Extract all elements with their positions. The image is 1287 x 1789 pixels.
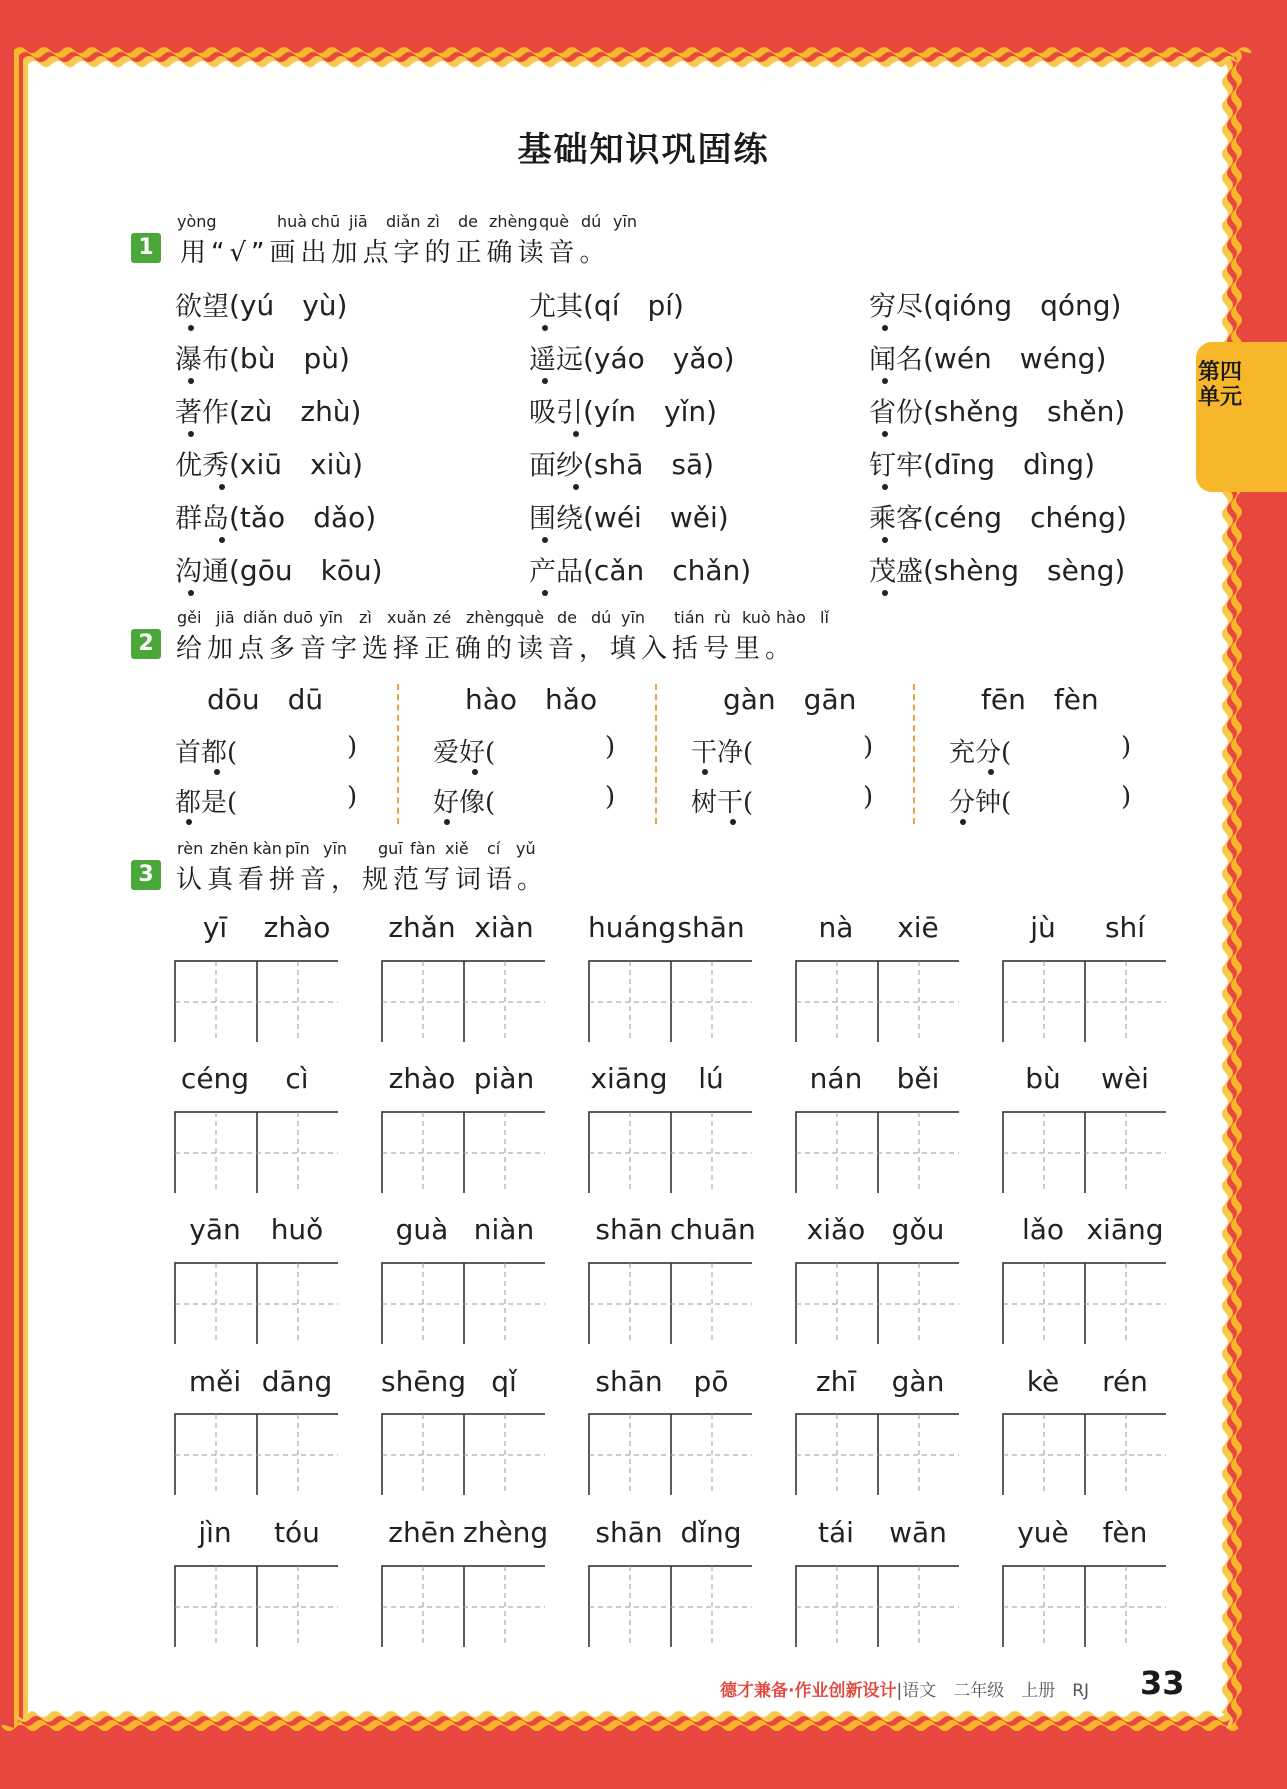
q3-pinyin: jù	[1030, 911, 1056, 944]
q3-pinyin: zhèng	[463, 1516, 549, 1549]
q1-options: (bù pù)	[229, 342, 350, 375]
q1-pinyin-syllable: diǎn	[386, 212, 421, 231]
q3-pinyin: zhǎn	[388, 911, 456, 944]
q2-pinyin-syllable: rù	[714, 608, 731, 627]
emphasis-dot	[573, 484, 579, 490]
q1-options: (dīng dìng)	[923, 448, 1095, 481]
q1-options: (wéi wěi)	[583, 501, 729, 534]
q3-pinyin: nà	[818, 911, 854, 944]
emphasis-dot	[219, 484, 225, 490]
q1-options: (zù zhù)	[229, 395, 362, 428]
q2-word: 好像(	[433, 788, 496, 818]
tianzige-box[interactable]	[1002, 1262, 1166, 1344]
q3-pinyin: gǒu	[891, 1213, 945, 1246]
q3-pinyin: wān	[889, 1516, 947, 1549]
q1-word: 闻名	[869, 344, 923, 376]
q3-pinyin: xiāng	[1086, 1213, 1164, 1246]
q1-options: (yú yù)	[229, 289, 348, 322]
emphasis-dot	[188, 590, 194, 596]
tianzige-box[interactable]	[1002, 1111, 1166, 1193]
unit-side-tab-label: 第四单元	[1197, 360, 1242, 410]
q1-word: 尤其	[529, 291, 583, 323]
q1-word: 乘客	[869, 503, 923, 535]
q2-pinyin-syllable: zhèng	[466, 608, 515, 627]
q2-close-paren: )	[605, 732, 616, 762]
emphasis-dot	[882, 590, 888, 596]
tianzige-box[interactable]	[381, 1413, 545, 1495]
q1-item	[529, 337, 735, 381]
emphasis-dot	[542, 537, 548, 543]
q3-pinyin: yān	[189, 1213, 241, 1246]
tianzige-box[interactable]	[174, 1565, 338, 1647]
q1-pinyin-syllable: jiā	[349, 212, 368, 231]
tianzige-box[interactable]	[381, 960, 545, 1042]
q3-pinyin: xiàn	[474, 911, 534, 944]
tianzige-box[interactable]	[588, 960, 752, 1042]
emphasis-dot	[542, 325, 548, 331]
emphasis-dot	[472, 769, 478, 775]
q3-pinyin-syllable: yīn	[323, 839, 348, 858]
q2-pinyin-syllable: xuǎn	[387, 608, 427, 627]
q3-pinyin: měi	[188, 1365, 242, 1398]
q3-pinyin: xiē	[897, 911, 939, 944]
q1-word: 沟通	[175, 556, 229, 588]
q2-pinyin-syllable: diǎn	[243, 608, 278, 627]
emphasis-dot	[882, 431, 888, 437]
q1-pinyin-syllable: zì	[427, 212, 440, 231]
q1-word: 省份	[869, 397, 923, 429]
q2-divider	[913, 684, 915, 824]
q2-close-paren: )	[347, 782, 358, 812]
emphasis-dot	[573, 431, 579, 437]
q1-item	[175, 390, 361, 434]
tianzige-box[interactable]	[588, 1262, 752, 1344]
emphasis-dot	[542, 378, 548, 384]
tianzige-box[interactable]	[588, 1111, 752, 1193]
tianzige-box[interactable]	[381, 1262, 545, 1344]
emphasis-dot	[882, 537, 888, 543]
q1-options: (cǎn chǎn)	[583, 554, 752, 587]
q2-word: 充分(	[949, 738, 1012, 768]
q1-options: (wén wéng)	[923, 342, 1107, 375]
q1-options: (shā sā)	[583, 448, 715, 481]
q3-pinyin: kè	[1026, 1365, 1060, 1398]
q2-close-paren: )	[347, 732, 358, 762]
q3-pinyin: zhào	[263, 911, 331, 944]
q2-pinyin-syllable: kuò	[742, 608, 771, 627]
q2-pinyin-syllable: tián	[674, 608, 705, 627]
q3-pinyin-syllable: zhēn	[210, 839, 249, 858]
q3-pinyin-syllable: cí	[487, 839, 501, 858]
page-title: 基础知识巩固练	[517, 130, 770, 170]
q3-pinyin: lǎo	[1021, 1213, 1065, 1246]
q1-pinyin-syllable: huà	[277, 212, 308, 231]
emphasis-dot	[186, 819, 192, 825]
q3-pinyin: dǐng	[680, 1516, 742, 1549]
q3-pinyin: nán	[809, 1062, 863, 1095]
q3-pinyin: zhī	[815, 1365, 857, 1398]
q1-word: 面纱	[529, 450, 583, 482]
emphasis-dot	[188, 325, 194, 331]
q3-pinyin: piàn	[473, 1062, 535, 1095]
q1-options: (yín yǐn)	[583, 395, 718, 428]
q3-pinyin: bù	[1025, 1062, 1061, 1095]
question-1-number: 1	[131, 233, 161, 263]
q3-pinyin: fèn	[1102, 1516, 1148, 1549]
q1-item	[869, 337, 1106, 381]
tianzige-box[interactable]	[174, 1262, 338, 1344]
tianzige-box[interactable]	[795, 1565, 959, 1647]
q3-pinyin: dāng	[261, 1365, 333, 1398]
tianzige-box[interactable]	[795, 1413, 959, 1495]
q3-pinyin-syllable: pīn	[285, 839, 310, 858]
q2-word: 都是(	[175, 788, 238, 818]
q1-options: (shèng sèng)	[923, 554, 1126, 587]
q1-word: 优秀	[175, 450, 229, 482]
question-3-number: 3	[131, 860, 161, 890]
emphasis-dot	[542, 590, 548, 596]
tianzige-box[interactable]	[381, 1565, 545, 1647]
q2-pinyin-syllable: duō	[283, 608, 314, 627]
q3-pinyin: xiǎo	[806, 1213, 866, 1246]
tianzige-box[interactable]	[1002, 1565, 1166, 1647]
q3-pinyin: jìn	[198, 1516, 232, 1549]
emphasis-dot	[882, 325, 888, 331]
q1-item	[869, 496, 1127, 540]
tianzige-box[interactable]	[174, 960, 338, 1042]
q2-word: 首都(	[175, 738, 238, 768]
q2-pinyin-syllable: zé	[433, 608, 452, 627]
q1-item	[529, 390, 717, 434]
q1-options: (xiū xiù)	[229, 448, 364, 481]
q2-options: hào hǎo	[465, 683, 598, 716]
q1-options: (gōu kōu)	[229, 554, 383, 587]
q3-pinyin: zhēn	[388, 1516, 456, 1549]
q1-item	[869, 443, 1095, 487]
q3-pinyin: guà	[395, 1213, 449, 1246]
q1-options: (shěng shěn)	[923, 395, 1126, 428]
q1-item	[175, 549, 383, 593]
q2-word: 干净(	[691, 738, 754, 768]
q2-pinyin-syllable: jiā	[216, 608, 235, 627]
q2-options: gàn gān	[723, 683, 857, 716]
q3-pinyin: yuè	[1017, 1516, 1069, 1549]
q2-close-paren: )	[605, 782, 616, 812]
q3-pinyin: cì	[285, 1062, 309, 1095]
question-2-number: 2	[131, 629, 161, 659]
emphasis-dot	[444, 819, 450, 825]
q3-pinyin: tái	[818, 1516, 854, 1549]
q2-pinyin-syllable: gěi	[177, 608, 202, 627]
q1-word: 产品	[529, 556, 583, 588]
q1-item	[869, 390, 1125, 434]
q2-word: 分钟(	[949, 788, 1012, 818]
emphasis-dot	[882, 378, 888, 384]
q1-options: (tǎo dǎo)	[229, 501, 377, 534]
q3-pinyin: shān	[595, 1516, 663, 1549]
q3-pinyin-syllable: kàn	[253, 839, 282, 858]
q3-pinyin: tóu	[274, 1516, 320, 1549]
q3-pinyin: lú	[698, 1062, 724, 1095]
tianzige-box[interactable]	[795, 1262, 959, 1344]
page-number: 33	[1140, 1664, 1185, 1702]
tianzige-box[interactable]	[381, 1111, 545, 1193]
q3-pinyin-syllable: fàn	[410, 839, 436, 858]
question-1-text: 用“√”画出加点字的正确读音。	[180, 238, 611, 268]
q2-close-paren: )	[1121, 732, 1132, 762]
q1-word: 茂盛	[869, 556, 923, 588]
q3-pinyin: céng	[180, 1062, 250, 1095]
q1-options: (qí pí)	[583, 289, 684, 322]
q1-word: 瀑布	[175, 344, 229, 376]
q2-close-paren: )	[863, 782, 874, 812]
tianzige-box[interactable]	[795, 1111, 959, 1193]
q2-options: fēn fèn	[981, 683, 1099, 716]
q1-item	[175, 337, 350, 381]
q1-item	[869, 284, 1121, 328]
tianzige-box[interactable]	[1002, 960, 1166, 1042]
q1-pinyin-syllable: zhèng	[489, 212, 538, 231]
tianzige-box[interactable]	[174, 1413, 338, 1495]
q1-item	[175, 496, 376, 540]
q1-pinyin-syllable: yòng	[177, 212, 217, 231]
q3-pinyin: rén	[1102, 1365, 1148, 1398]
q3-pinyin: yī	[202, 911, 228, 944]
q2-word: 树干(	[691, 788, 754, 818]
q2-divider	[655, 684, 657, 824]
q1-options: (qióng qóng)	[923, 289, 1122, 322]
footer-brand: 德才兼备·作业创新设计	[720, 1681, 897, 1701]
q1-pinyin-syllable: de	[458, 212, 478, 231]
q1-word: 围绕	[529, 503, 583, 535]
footer	[720, 1676, 1089, 1701]
q2-pinyin-syllable: hào	[776, 608, 806, 627]
q3-pinyin: běi	[896, 1062, 940, 1095]
q2-close-paren: )	[863, 732, 874, 762]
q1-item	[869, 549, 1125, 593]
q1-item	[529, 549, 751, 593]
q3-pinyin: pō	[693, 1365, 729, 1398]
footer-separator: |	[896, 1681, 903, 1701]
q2-pinyin-syllable: yīn	[621, 608, 646, 627]
emphasis-dot	[882, 484, 888, 490]
q1-pinyin-syllable: què	[539, 212, 570, 231]
q3-pinyin-syllable: yǔ	[516, 839, 536, 858]
q3-pinyin: huǒ	[270, 1213, 324, 1246]
question-2-text: 给加点多音字选择正确的读音，填入括号里。	[176, 634, 797, 664]
q3-pinyin: chuān	[670, 1213, 756, 1246]
q2-divider	[397, 684, 399, 824]
q1-item	[175, 443, 363, 487]
q2-word: 爱好(	[433, 738, 496, 768]
q1-word: 遥远	[529, 344, 583, 376]
tianzige-box[interactable]	[588, 1565, 752, 1647]
q3-pinyin: wèi	[1101, 1062, 1149, 1095]
q3-pinyin: shān	[677, 911, 745, 944]
emphasis-dot	[730, 819, 736, 825]
q1-word: 著作	[175, 397, 229, 429]
q2-pinyin-syllable: dú	[591, 608, 612, 627]
emphasis-dot	[702, 769, 708, 775]
emphasis-dot	[188, 431, 194, 437]
q3-pinyin-syllable: xiě	[445, 839, 469, 858]
tianzige-box[interactable]	[174, 1111, 338, 1193]
q3-pinyin: xiāng	[590, 1062, 668, 1095]
tianzige-box[interactable]	[795, 960, 959, 1042]
q1-word: 钉牢	[869, 450, 923, 482]
q3-pinyin: shēng	[381, 1365, 467, 1398]
q3-pinyin: qǐ	[491, 1365, 517, 1398]
q1-pinyin-syllable: yīn	[613, 212, 638, 231]
q2-close-paren: )	[1121, 782, 1132, 812]
q3-pinyin: shān	[595, 1365, 663, 1398]
q2-options: dōu dū	[207, 683, 324, 716]
q3-pinyin: niàn	[473, 1213, 535, 1246]
q1-options: (yáo yǎo)	[583, 342, 735, 375]
q2-pinyin-syllable: de	[557, 608, 577, 627]
question-3-text: 认真看拼音，规范写词语。	[176, 865, 549, 895]
q1-item	[175, 284, 347, 328]
emphasis-dot	[960, 819, 966, 825]
q1-pinyin-syllable: dú	[581, 212, 602, 231]
q1-word: 欲望	[175, 291, 229, 323]
q2-pinyin-syllable: lǐ	[820, 608, 829, 627]
q2-pinyin-syllable: yīn	[319, 608, 344, 627]
q2-pinyin-syllable: zì	[359, 608, 372, 627]
q1-options: (céng chéng)	[923, 501, 1127, 534]
footer-subject: 语文 二年级 上册 RJ	[902, 1681, 1090, 1701]
q1-word: 穷尽	[869, 291, 923, 323]
q1-word: 群岛	[175, 503, 229, 535]
q1-pinyin-syllable: chū	[311, 212, 341, 231]
q3-pinyin: shān	[595, 1213, 663, 1246]
q1-item	[529, 496, 729, 540]
q3-pinyin: shí	[1104, 911, 1146, 944]
tianzige-box[interactable]	[1002, 1413, 1166, 1495]
q1-item	[529, 284, 684, 328]
q3-pinyin-syllable: guī	[378, 839, 403, 858]
q1-word: 吸引	[529, 397, 583, 429]
q3-pinyin: huáng	[588, 911, 677, 944]
q3-pinyin-syllable: rèn	[177, 839, 204, 858]
q1-item	[529, 443, 714, 487]
emphasis-dot	[214, 769, 220, 775]
emphasis-dot	[188, 378, 194, 384]
tianzige-box[interactable]	[588, 1413, 752, 1495]
emphasis-dot	[219, 537, 225, 543]
q3-pinyin: gàn	[891, 1365, 945, 1398]
q3-pinyin: zhào	[388, 1062, 456, 1095]
emphasis-dot	[988, 769, 994, 775]
q2-pinyin-syllable: què	[514, 608, 545, 627]
